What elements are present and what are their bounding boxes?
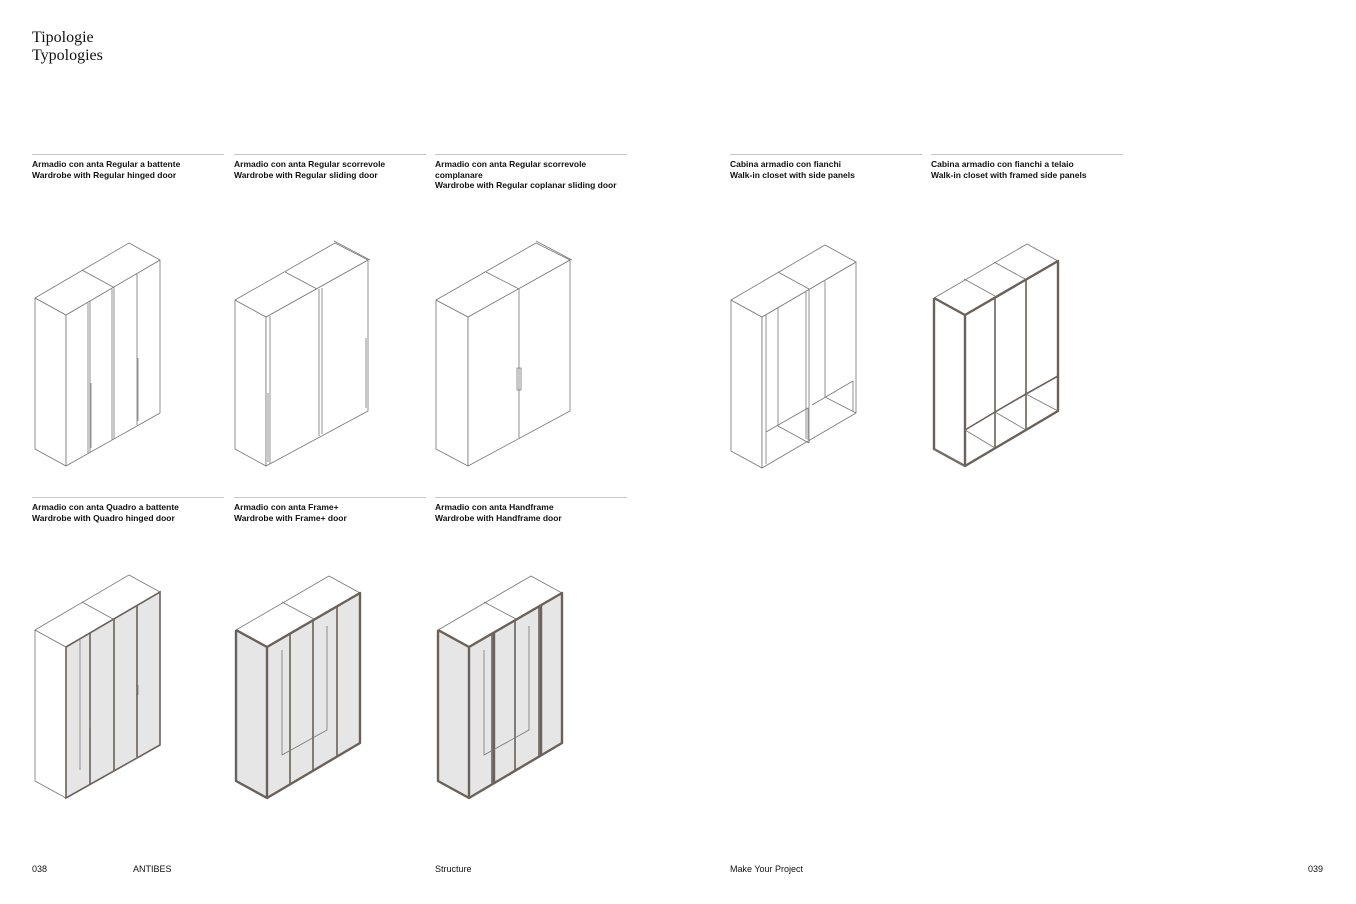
typology-caption-regular-coplanar [435, 154, 627, 191]
typology-caption-walkin-framed-panels [931, 154, 1123, 180]
wardrobe-regular-sliding-illustration [230, 238, 375, 473]
divider [730, 154, 922, 155]
typology-caption-quadro-hinged [32, 497, 224, 523]
typology-caption-walkin-side-panels [730, 154, 922, 180]
typology-caption-regular-sliding [234, 154, 426, 180]
caption-italian: Armadio con anta Handframe [435, 502, 554, 512]
caption-english: Walk-in closet with framed side panels [931, 169, 1087, 180]
brand-name: ANTIBES [133, 864, 172, 874]
caption-italian: Cabina armadio con fianchi [730, 159, 841, 169]
divider [32, 154, 224, 155]
caption-italian: Armadio con anta Frame+ [234, 502, 339, 512]
section-label-right: Make Your Project [730, 864, 804, 874]
walkin-framed-panels-illustration [930, 238, 1065, 473]
page-title [32, 29, 103, 65]
caption-english: Wardrobe with Quadro hinged door [32, 512, 175, 523]
caption-italian: Armadio con anta Regular scorrevole [234, 159, 386, 169]
walkin-side-panels-illustration [728, 240, 863, 475]
wardrobe-frame-plus-illustration [232, 570, 372, 805]
page-number-right: 039 [1308, 864, 1324, 874]
typology-caption-frame-plus [234, 497, 426, 523]
section-label-left: Structure [435, 864, 472, 874]
divider [32, 497, 224, 498]
caption-italian: Armadio con anta Regular a battente [32, 159, 181, 169]
divider [234, 154, 426, 155]
caption-english: Wardrobe with Regular hinged door [32, 169, 177, 180]
wardrobe-regular-hinged-illustration [30, 238, 170, 473]
caption-italian: Cabina armadio con fianchi a telaio [931, 159, 1074, 169]
title-italian: Tipologie [32, 29, 94, 46]
caption-english: Walk-in closet with side panels [730, 169, 855, 180]
caption-italian: Armadio con anta Regular scorrevole complanare [435, 159, 587, 180]
typology-caption-handframe [435, 497, 627, 523]
title-english: Typologies [32, 47, 103, 64]
caption-english: Wardrobe with Frame+ door [234, 512, 347, 523]
typology-caption-regular-hinged [32, 154, 224, 180]
divider [931, 154, 1123, 155]
divider [435, 497, 627, 498]
wardrobe-quadro-hinged-illustration [30, 570, 170, 805]
wardrobe-regular-coplanar-illustration [432, 238, 577, 473]
wardrobe-handframe-illustration [434, 570, 574, 805]
caption-english: Wardrobe with Handframe door [435, 512, 562, 523]
page-number-left: 038 [32, 864, 48, 874]
caption-english: Wardrobe with Regular coplanar sliding door [435, 180, 617, 190]
caption-english: Wardrobe with Regular sliding door [234, 169, 378, 180]
divider [234, 497, 426, 498]
caption-italian: Armadio con anta Quadro a battente [32, 502, 179, 512]
divider [435, 154, 627, 155]
